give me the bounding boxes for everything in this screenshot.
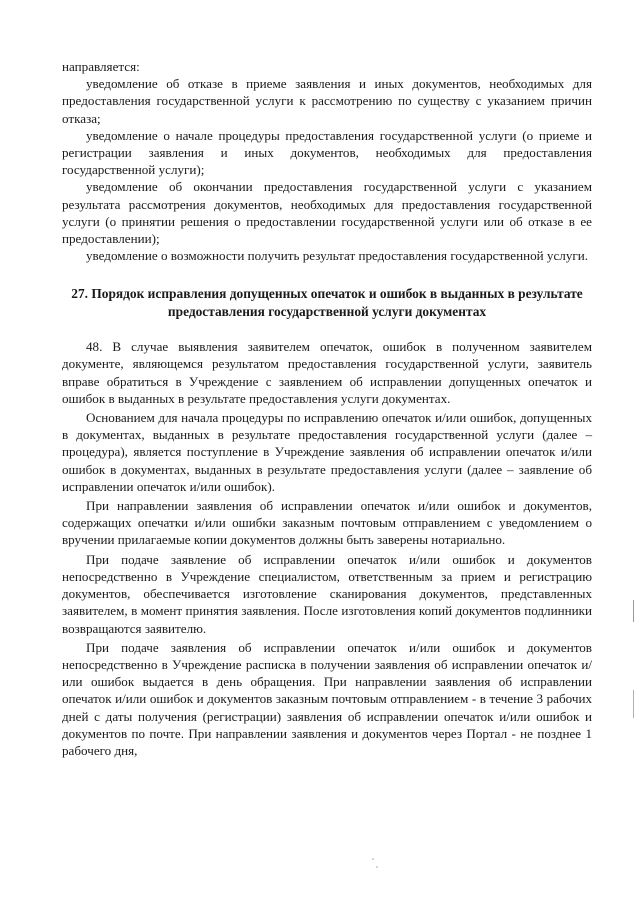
- scan-edge-mark: [633, 690, 634, 718]
- lead-line: направляется:: [62, 59, 140, 74]
- scan-speck: [372, 858, 374, 860]
- paragraph-48: 48. В случае выявления заявителем опечаток, ошибок в полученном заявителем документе, являющемся результатом предоставления государственной услуги, заявитель вправе обратиться в Учреждение с заявлением об исправлении допущенных опечаток и ошибок в выданных в результате предоставления услуги документах.: [62, 339, 592, 406]
- paragraph-basis: Основанием для начала процедуры по исправлению опечаток и/или ошибок, допущенных в документах, выданных в результате предоставления государственной услуги (далее – процедура), является поступление в Учреждение заявления об исправлении опечаток и/или ошибок в документах, выданных в результате предоставления услуги (далее – заявление об исправлении опечаток и/или ошибок).: [62, 410, 592, 494]
- paragraph-receipt: При подаче заявления об исправлении опечаток и/или ошибок и документов непосредственно в Учреждение расписка в получении заявления об исправлении опечаток и/или ошибок выдается в день обращения. При направлении заявления об исправлении опечаток и/или ошибок и документов заказным почтовым отправлением - в течение 3 рабочих дней с даты получения (регистрации) заявления об исправлении опечаток и/или ошибок и документов по почте. При направлении заявления и документов через Портал - не позднее 1 рабочего дня,: [62, 639, 592, 758]
- paragraph-direct-submission: При подаче заявление об исправлении опечаток и/или ошибок и документов непосредственно в Учреждение специалистом, ответственным за прием и регистрацию документов, обеспечивается изготовление сканирования документов, представленных заявителем, в момент принятия заявления. После изготовления копий документов подлинники возвращаются заявителю.: [62, 551, 592, 636]
- notification-start: уведомление о начале процедуры предоставления государственной услуги (о приеме и регистрации заявления и иных документов, необходимых для предоставления государственной услуги);: [62, 127, 592, 178]
- paragraph-postal: При направлении заявления об исправлении опечаток и/или ошибок и документов, содержащих опечатки и/или ошибки заказным почтовым отправлением с уведомлением о вручении прилагаемые копии документов должны быть заверены нотариально.: [62, 498, 592, 548]
- scan-edge-mark: [633, 600, 634, 622]
- document-body: [62, 58, 592, 759]
- notification-refusal: уведомление об отказе в приеме заявления и иных документов, необходимых для предоставления государственной услуги к рассмотрению по существу с указанием причин отказа;: [62, 76, 592, 126]
- notification-result: уведомление о возможности получить результат предоставления государственной услуги.: [86, 248, 589, 264]
- section-heading: 27. Порядок исправления допущенных опечаток и ошибок в выданных в результате предоставления государственной услуги документах: [71, 286, 583, 319]
- scan-speck: [376, 866, 378, 868]
- notification-end: уведомление об окончании предоставления государственной услуги с указанием результата рассмотрения документов, необходимых для предоставления государственной услуги (о принятии решения о предоставлении государственной услуги или об отказе в ее предоставлении);: [62, 179, 592, 247]
